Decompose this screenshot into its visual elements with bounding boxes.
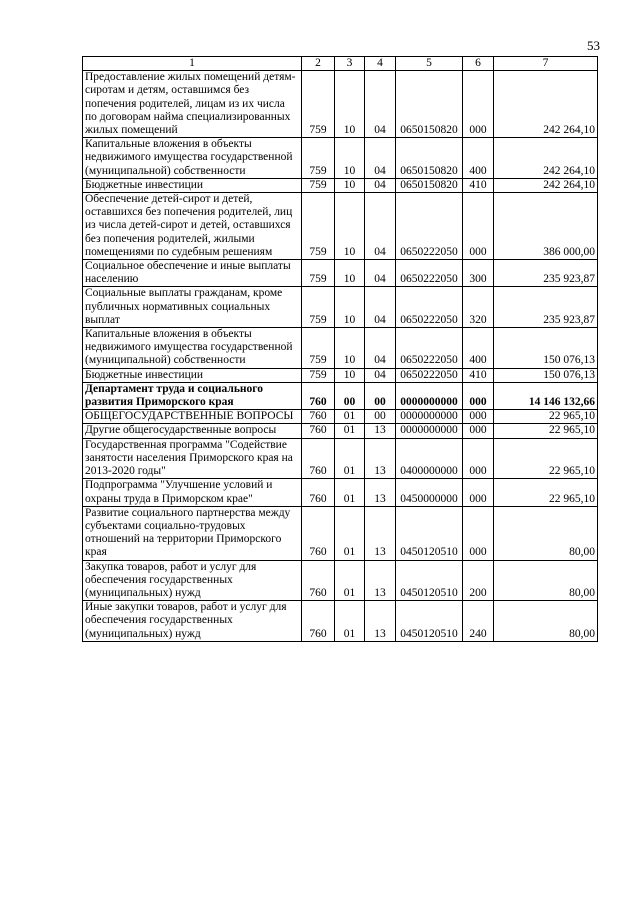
table-row: [83, 260, 598, 287]
cell-section-code: 10: [335, 260, 365, 287]
row-description: Подпрограмма "Улучшение условий и охраны труда в Приморском крае": [83, 479, 302, 506]
cell-target-article: 0000000000: [396, 382, 463, 409]
cell-target-article: 0450000000: [396, 479, 463, 506]
header-cell: 6: [463, 57, 494, 71]
cell-target-article: 0650222050: [396, 287, 463, 328]
cell-section-code: 10: [335, 71, 365, 138]
cell-expense-type: 000: [463, 382, 494, 409]
table-body: [83, 57, 598, 642]
cell-amount: 22 965,10: [494, 424, 598, 438]
cell-ministry-code: 760: [302, 382, 335, 409]
row-description: Капитальные вложения в объекты недвижимого имущества государственной (муниципальной) собственности: [83, 138, 302, 179]
row-description: Бюджетные инвестиции: [83, 178, 302, 192]
cell-amount: 80,00: [494, 560, 598, 601]
table-row: [83, 71, 598, 138]
cell-amount: 80,00: [494, 601, 598, 642]
cell-subsection-code: 13: [365, 506, 396, 560]
cell-target-article: 0650222050: [396, 328, 463, 369]
table-row: [83, 424, 598, 438]
cell-ministry-code: 759: [302, 138, 335, 179]
cell-expense-type: 320: [463, 287, 494, 328]
cell-expense-type: 400: [463, 328, 494, 369]
header-cell: 2: [302, 57, 335, 71]
cell-subsection-code: 04: [365, 260, 396, 287]
cell-section-code: 10: [335, 178, 365, 192]
cell-section-code: 01: [335, 438, 365, 479]
cell-target-article: 0450120510: [396, 601, 463, 642]
cell-section-code: 00: [335, 382, 365, 409]
cell-subsection-code: 13: [365, 424, 396, 438]
header-cell: 4: [365, 57, 396, 71]
cell-section-code: 01: [335, 410, 365, 424]
cell-expense-type: 000: [463, 71, 494, 138]
cell-subsection-code: 04: [365, 368, 396, 382]
cell-amount: 80,00: [494, 506, 598, 560]
row-description: Предоставление жилых помещений детям-сиротам и детям, оставшимся без попечения родителей, лицам из их числа по договорам найма специализированных жилых помещений: [83, 71, 302, 138]
cell-ministry-code: 760: [302, 410, 335, 424]
cell-target-article: 0450120510: [396, 560, 463, 601]
cell-expense-type: 410: [463, 178, 494, 192]
cell-subsection-code: 04: [365, 193, 396, 260]
cell-amount: 242 264,10: [494, 138, 598, 179]
table-row: [83, 438, 598, 479]
cell-target-article: 0400000000: [396, 438, 463, 479]
cell-target-article: 0650150820: [396, 178, 463, 192]
cell-target-article: 0450120510: [396, 506, 463, 560]
cell-amount: 150 076,13: [494, 368, 598, 382]
cell-section-code: 01: [335, 601, 365, 642]
cell-expense-type: 300: [463, 260, 494, 287]
table-row: [83, 368, 598, 382]
cell-section-code: 10: [335, 138, 365, 179]
cell-amount: 22 965,10: [494, 479, 598, 506]
cell-expense-type: 000: [463, 410, 494, 424]
cell-expense-type: 400: [463, 138, 494, 179]
cell-ministry-code: 759: [302, 368, 335, 382]
table-row: [83, 138, 598, 179]
cell-target-article: 0650222050: [396, 368, 463, 382]
row-description: Развитие социального партнерства между субъектами социально-трудовых отношений на территории Приморского края: [83, 506, 302, 560]
cell-ministry-code: 760: [302, 438, 335, 479]
cell-amount: 22 965,10: [494, 438, 598, 479]
cell-ministry-code: 759: [302, 260, 335, 287]
cell-expense-type: 000: [463, 193, 494, 260]
cell-target-article: 0650150820: [396, 71, 463, 138]
table-row: [83, 560, 598, 601]
cell-section-code: 10: [335, 368, 365, 382]
cell-target-article: 0650222050: [396, 193, 463, 260]
row-description: Другие общегосударственные вопросы: [83, 424, 302, 438]
table-row: [83, 601, 598, 642]
cell-subsection-code: 00: [365, 410, 396, 424]
cell-expense-type: 200: [463, 560, 494, 601]
table-row: [83, 479, 598, 506]
cell-section-code: 10: [335, 287, 365, 328]
row-description: Бюджетные инвестиции: [83, 368, 302, 382]
cell-subsection-code: 13: [365, 479, 396, 506]
header-cell: 3: [335, 57, 365, 71]
cell-ministry-code: 760: [302, 479, 335, 506]
cell-ministry-code: 759: [302, 178, 335, 192]
cell-expense-type: 000: [463, 424, 494, 438]
cell-amount: 235 923,87: [494, 287, 598, 328]
row-description: Закупка товаров, работ и услуг для обеспечения государственных (муниципальных) нужд: [83, 560, 302, 601]
row-description: Обеспечение детей-сирот и детей, оставшихся без попечения родителей, лиц из числа детей-сирот и детей, оставшихся без попечения родителей, жилыми помещениями по судебным решениям: [83, 193, 302, 260]
cell-target-article: 0000000000: [396, 410, 463, 424]
cell-subsection-code: 00: [365, 382, 396, 409]
row-description: Государственная программа "Содействие занятости населения Приморского края на 2013-2020 годы": [83, 438, 302, 479]
header-cell: 5: [396, 57, 463, 71]
cell-section-code: 10: [335, 193, 365, 260]
cell-subsection-code: 04: [365, 328, 396, 369]
table-row: [83, 382, 598, 409]
cell-amount: 386 000,00: [494, 193, 598, 260]
cell-section-code: 01: [335, 560, 365, 601]
row-description: Социальные выплаты гражданам, кроме публичных нормативных социальных выплат: [83, 287, 302, 328]
cell-amount: 150 076,13: [494, 328, 598, 369]
cell-expense-type: 000: [463, 479, 494, 506]
table-row: [83, 506, 598, 560]
cell-amount: 242 264,10: [494, 71, 598, 138]
cell-expense-type: 240: [463, 601, 494, 642]
cell-expense-type: 410: [463, 368, 494, 382]
cell-subsection-code: 04: [365, 138, 396, 179]
cell-section-code: 10: [335, 328, 365, 369]
table-row: [83, 328, 598, 369]
cell-amount: 22 965,10: [494, 410, 598, 424]
cell-subsection-code: 13: [365, 438, 396, 479]
cell-subsection-code: 04: [365, 287, 396, 328]
cell-ministry-code: 760: [302, 424, 335, 438]
cell-subsection-code: 04: [365, 178, 396, 192]
table-row: [83, 410, 598, 424]
cell-subsection-code: 13: [365, 601, 396, 642]
cell-ministry-code: 760: [302, 506, 335, 560]
cell-ministry-code: 759: [302, 328, 335, 369]
cell-section-code: 01: [335, 506, 365, 560]
cell-ministry-code: 759: [302, 71, 335, 138]
cell-expense-type: 000: [463, 506, 494, 560]
row-description: Иные закупки товаров, работ и услуг для обеспечения государственных (муниципальных) нужд: [83, 601, 302, 642]
cell-ministry-code: 760: [302, 560, 335, 601]
table-row: [83, 193, 598, 260]
row-description: Капитальные вложения в объекты недвижимого имущества государственной (муниципальной) собственности: [83, 328, 302, 369]
cell-target-article: 0650222050: [396, 260, 463, 287]
cell-expense-type: 000: [463, 438, 494, 479]
cell-amount: 14 146 132,66: [494, 382, 598, 409]
table-row: [83, 287, 598, 328]
cell-ministry-code: 760: [302, 601, 335, 642]
cell-amount: 235 923,87: [494, 260, 598, 287]
row-description: Социальное обеспечение и иные выплаты населению: [83, 260, 302, 287]
row-description: Департамент труда и социального развития Приморского края: [83, 382, 302, 409]
header-cell: 1: [83, 57, 302, 71]
table-row: [83, 178, 598, 192]
cell-target-article: 0650150820: [396, 138, 463, 179]
budget-table: [82, 56, 598, 642]
cell-amount: 242 264,10: [494, 178, 598, 192]
cell-section-code: 01: [335, 424, 365, 438]
cell-section-code: 01: [335, 479, 365, 506]
header-cell: 7: [494, 57, 598, 71]
cell-ministry-code: 759: [302, 287, 335, 328]
header-row: [83, 57, 598, 71]
cell-subsection-code: 13: [365, 560, 396, 601]
cell-subsection-code: 04: [365, 71, 396, 138]
cell-ministry-code: 759: [302, 193, 335, 260]
row-description: ОБЩЕГОСУДАРСТВЕННЫЕ ВОПРОСЫ: [83, 410, 302, 424]
page-number: 53: [587, 38, 600, 53]
cell-target-article: 0000000000: [396, 424, 463, 438]
